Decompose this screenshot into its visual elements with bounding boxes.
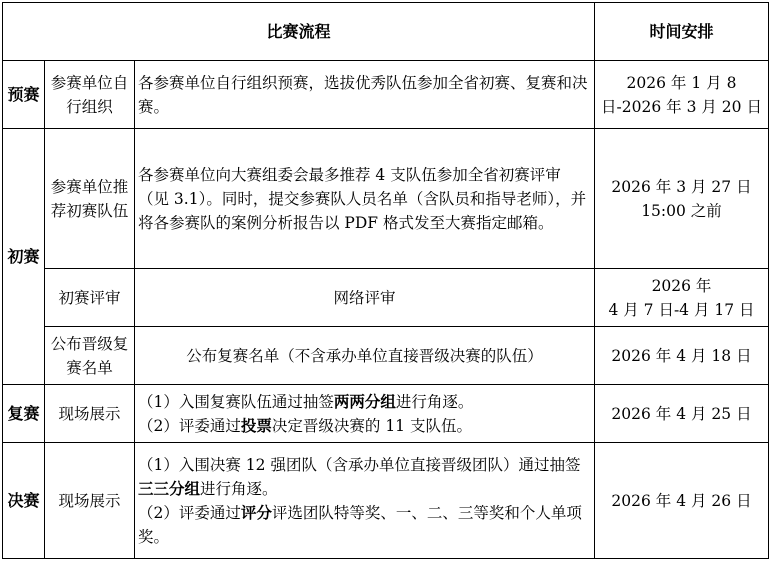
sub-stage-label: 参赛单位自行组织 (45, 61, 135, 129)
description-line (138, 501, 591, 549)
description-line (138, 414, 591, 438)
time-cell (595, 129, 769, 269)
stage-label: 预赛 (3, 61, 45, 129)
text-span: （2）评委通过 (138, 503, 241, 522)
text-span: 决定晋级决赛的 11 支队伍。 (271, 416, 472, 435)
stage-description (135, 443, 595, 559)
stage-description: 网络评审 (135, 269, 595, 327)
time-cell: 2026 年 1 月 8 日-2026 年 3 月 20 日 (595, 61, 769, 129)
table-row (3, 385, 769, 443)
time-cell (595, 269, 769, 327)
text-span: 进行角逐。 (200, 479, 278, 498)
text-span: （1）入围复赛队伍通过抽签 (138, 392, 334, 411)
table-row (3, 61, 769, 129)
sub-stage-label: 公布晋级复赛名单 (45, 327, 135, 385)
description-line (138, 453, 591, 501)
time-cell: 2026 年 4 月 25 日 (595, 385, 769, 443)
stage-description (135, 385, 595, 443)
header-process: 比赛流程 (3, 3, 595, 61)
sub-stage-label: 现场展示 (45, 385, 135, 443)
stage-label: 复赛 (3, 385, 45, 443)
text-span: （2）评委通过 (138, 416, 241, 435)
time-line: 2026 年 (651, 276, 712, 295)
competition-schedule-table (2, 2, 769, 559)
text-span: 进行角逐。 (395, 392, 474, 411)
stage-description: 各参赛单位自行组织预赛，选拔优秀队伍参加全省初赛、复赛和决赛。 (135, 61, 595, 129)
description-line (138, 390, 591, 414)
emphasis-text: 三三分组 (138, 478, 201, 498)
time-cell: 2026 年 4 月 26 日 (595, 443, 769, 559)
text-span: （1）入围决赛 12 强团队（含承办单位直接晋级团队）通过抽签 (138, 455, 581, 474)
table-row (3, 443, 769, 559)
emphasis-text: 评分 (240, 502, 272, 522)
sub-stage-label: 参赛单位推荐初赛队伍 (45, 129, 135, 269)
table-row (3, 269, 769, 327)
time-line: 2026 年 3 月 27 日 (611, 177, 752, 196)
emphasis-text: 两两分组 (333, 391, 396, 411)
sub-stage-label: 初赛评审 (45, 269, 135, 327)
header-row (3, 3, 769, 61)
table-row (3, 327, 769, 385)
emphasis-text: 投票 (240, 415, 272, 435)
time-cell: 2026 年 4 月 18 日 (595, 327, 769, 385)
stage-label: 初赛 (3, 129, 45, 385)
header-schedule: 时间安排 (595, 3, 769, 61)
sub-stage-label: 现场展示 (45, 443, 135, 559)
time-line: 15:00 之前 (641, 201, 722, 220)
stage-description: 公布复赛名单（不含承办单位直接晋级决赛的队伍） (135, 327, 595, 385)
time-line: 4 月 7 日-4 月 17 日 (608, 300, 755, 319)
table-row (3, 129, 769, 269)
text-span: 评选团队特等奖、一、二、三等奖和个人单项奖。 (138, 503, 582, 546)
stage-description: 各参赛单位向大赛组委会最多推荐 4 支队伍参加全省初赛评审（见 3.1）。同时，提交参赛队人员名单（含队员和指导老师），并将各参赛队的案例分析报告以 PDF 格式发至大赛指定邮箱。 (135, 129, 595, 269)
stage-label: 决赛 (3, 443, 45, 559)
